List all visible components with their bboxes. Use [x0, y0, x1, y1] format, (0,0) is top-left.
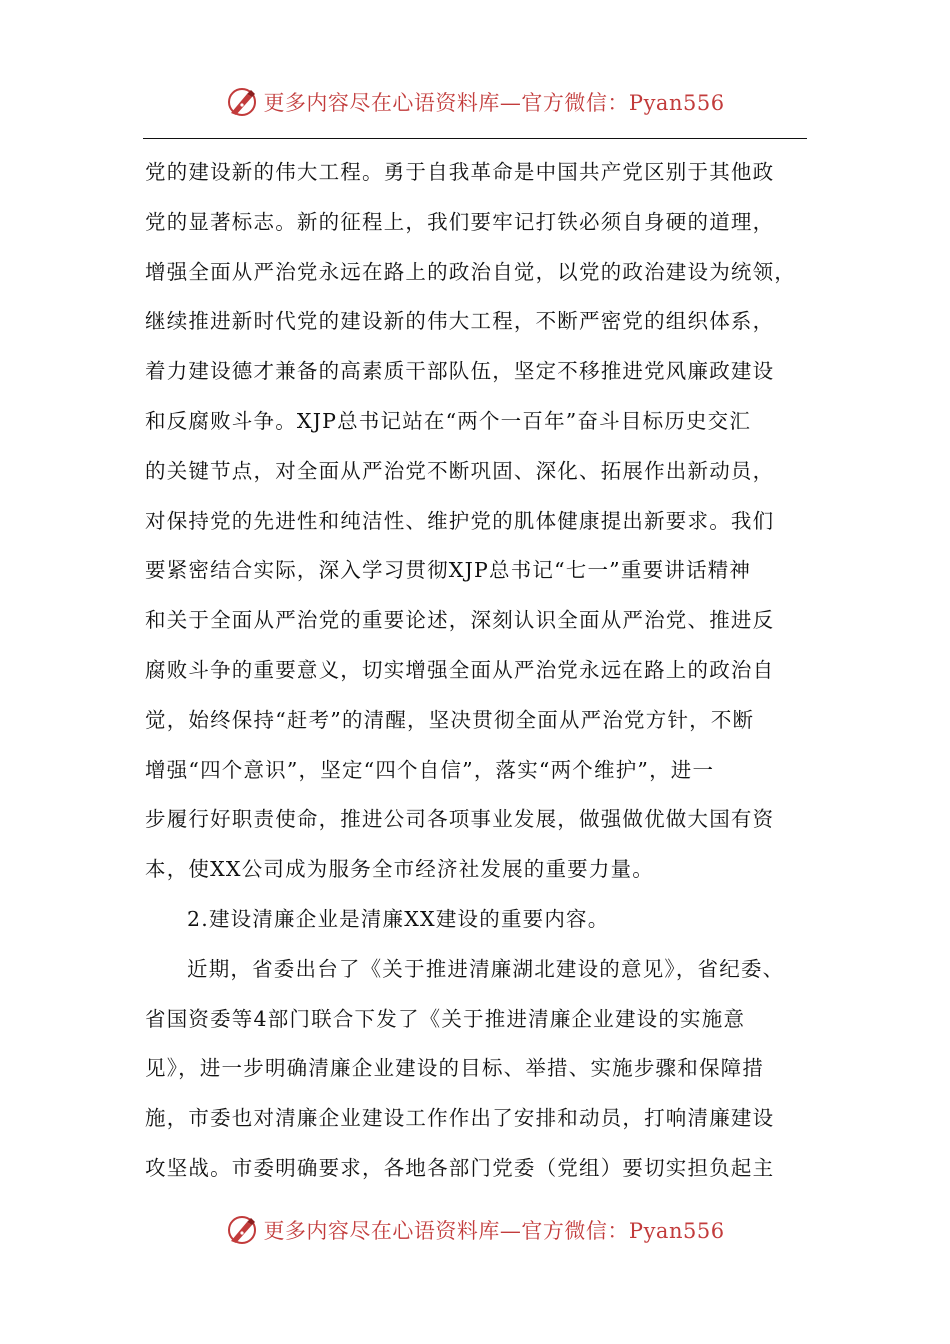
- pen-nib-logo-icon: [225, 85, 259, 119]
- text-line: 党的显著标志。新的征程上，我们要牢记打铁必须自身硬的道理，: [145, 209, 775, 234]
- text-line: 本，使XX公司成为服务全市经济社发展的重要力量。: [145, 857, 654, 882]
- text-line: 施，市委也对清廉企业建设工作作出了安排和动员，打响清廉建设: [145, 1106, 775, 1131]
- text-line: 继续推进新时代党的建设新的伟大工程，不断严密党的组织体系，: [145, 309, 775, 334]
- header-divider: [143, 138, 807, 139]
- text-line: 腐败斗争的重要意义，切实增强全面从严治党永远在路上的政治自: [145, 657, 775, 682]
- footer-banner: [0, 1210, 950, 1250]
- header-banner-text: 更多内容尽在心语资料库—官方微信：Pyan556: [263, 91, 725, 115]
- text-line: 攻坚战。市委明确要求，各地各部门党委（党组）要切实担负起主: [145, 1155, 775, 1180]
- section-heading: 2.建设清廉企业是清廉XX建设的重要内容。: [187, 906, 610, 931]
- text-line: 和反腐败斗争。XJP总书记站在“两个一百年”奋斗目标历史交汇: [145, 408, 752, 433]
- text-line: 见》，进一步明确清廉企业建设的目标、举措、实施步骤和保障措: [145, 1056, 765, 1081]
- text-line: 近期，省委出台了《关于推进清廉湖北建设的意见》，省纪委、: [187, 956, 785, 981]
- header-banner: [0, 82, 950, 122]
- text-line: 的关键节点，对全面从严治党不断巩固、深化、拓展作出新动员，: [145, 458, 775, 483]
- pen-nib-logo-icon: [225, 1213, 259, 1247]
- text-line: 要紧密结合实际，深入学习贯彻XJP总书记“七一”重要讲话精神: [145, 558, 752, 583]
- text-line: 对保持党的先进性和纯洁性、维护党的肌体健康提出新要求。我们: [145, 508, 775, 533]
- text-line: 步履行好职责使命，推进公司各项事业发展，做强做优做大国有资: [145, 807, 775, 832]
- text-line: 省国资委等4部门联合下发了《关于推进清廉企业建设的实施意: [145, 1006, 746, 1031]
- text-line: 党的建设新的伟大工程。勇于自我革命是中国共产党区别于其他政: [145, 160, 775, 184]
- text-line: 着力建设德才兼备的高素质干部队伍，坚定不移推进党风廉政建设: [145, 359, 775, 384]
- text-line: 增强“四个意识”，坚定“四个自信”，落实“两个维护”，进一: [145, 757, 715, 782]
- text-line: 增强全面从严治党永远在路上的政治自觉，以党的政治建设为统领，: [145, 259, 796, 284]
- text-line: 和关于全面从严治党的重要论述，深刻认识全面从严治党、推进反: [145, 608, 775, 633]
- document-body: [145, 148, 805, 1194]
- footer-banner-text: 更多内容尽在心语资料库—官方微信：Pyan556: [263, 1219, 725, 1243]
- text-line: 觉，始终保持“赶考”的清醒，坚决贯彻全面从严治党方针，不断: [145, 707, 755, 732]
